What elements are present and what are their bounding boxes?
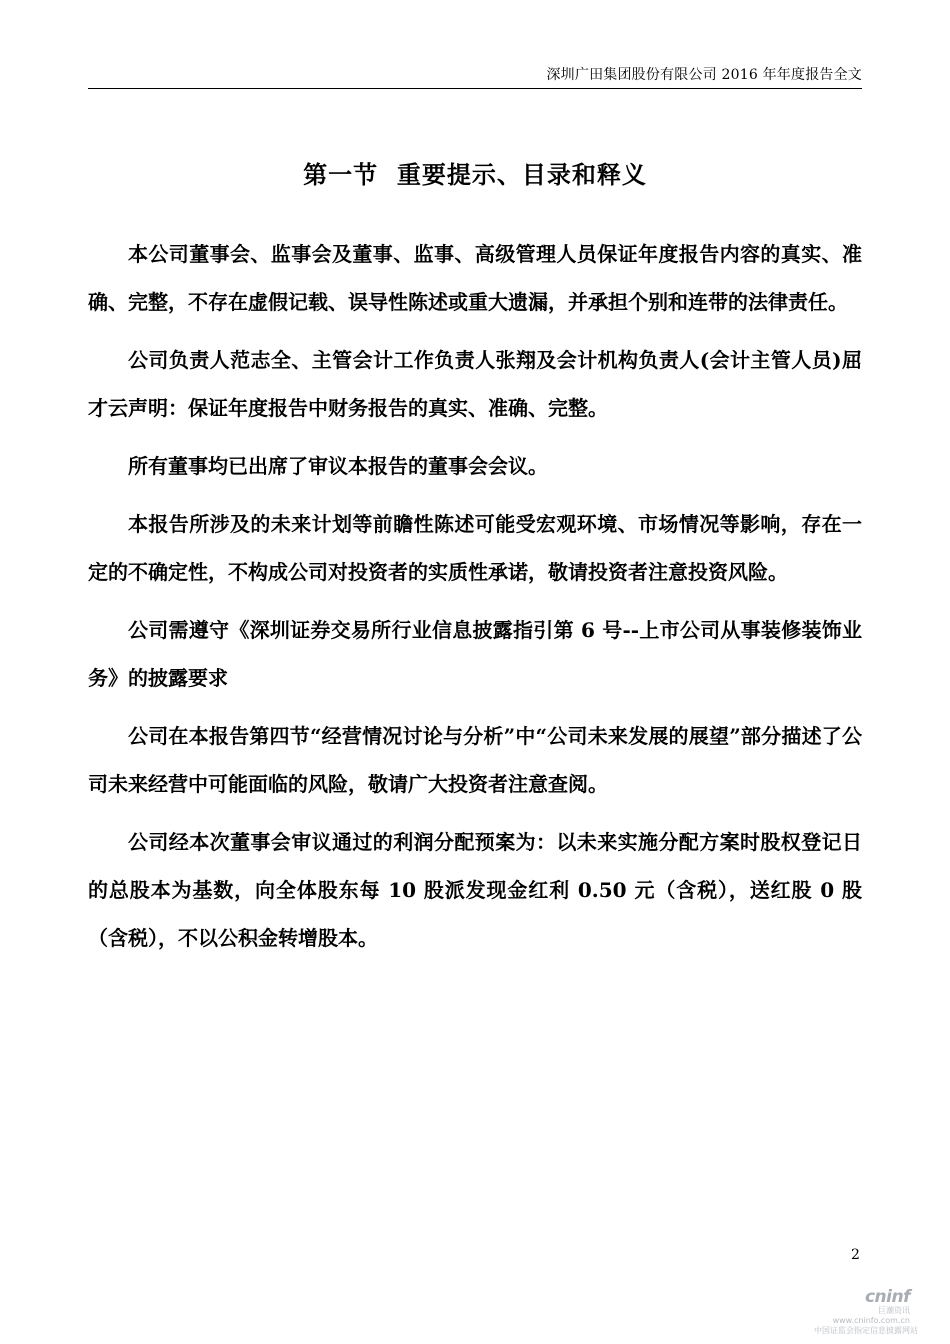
watermark-tagline: 中国证监会指定信息披露网站: [814, 1326, 918, 1335]
running-header: 深圳广田集团股份有限公司 2016 年年度报告全文: [546, 67, 862, 83]
paragraph-directors-attendance: 所有董事均已出席了审议本报告的董事会会议。: [128, 454, 548, 478]
cninfo-watermark: [814, 1287, 918, 1336]
watermark-url: www.cninfo.com.cn: [832, 1316, 910, 1325]
watermark-name: 巨潮资讯: [878, 1306, 910, 1315]
document-body: [88, 230, 862, 972]
paragraph-forward-looking: 本报告所涉及的未来计划等前瞻性陈述可能受宏观环境、市场情况等影响，存在一定的不确定性，不构成公司对投资者的实质性承诺，敬请投资者注意投资风险。: [88, 512, 862, 584]
paragraph-profit-distribution: 公司经本次董事会审议通过的利润分配预案为：以未来实施分配方案时股权登记日的总股本为基数，向全体股东每 10 股派发现金红利 0.50 元（含税），送红股 0 股（含税），不以公积金转增股本。: [88, 830, 862, 950]
section-title: 第一节 重要提示、目录和释义: [303, 160, 647, 189]
paragraph-disclosure-guideline: 公司需遵守《深圳证券交易所行业信息披露指引第 6 号--上市公司从事装修装饰业务》的披露要求: [88, 618, 862, 690]
paragraph-responsible-persons: 公司负责人范志全、主管会计工作负责人张翔及会计机构负责人(会计主管人员)屈才云声明：保证年度报告中财务报告的真实、准确、完整。: [88, 348, 862, 420]
paragraph-board-guarantee: 本公司董事会、监事会及董事、监事、高级管理人员保证年度报告内容的真实、准确、完整，不存在虚假记载、误导性陈述或重大遗漏，并承担个别和连带的法律责任。: [88, 242, 862, 314]
page-number: 2: [851, 1247, 860, 1263]
cninfo-logo: cninf: [864, 1287, 910, 1307]
header-rule: [88, 88, 862, 89]
paragraph-risk-reference: 公司在本报告第四节“经营情况讨论与分析”中“公司未来发展的展望”部分描述了公司未来经营中可能面临的风险，敬请广大投资者注意查阅。: [88, 724, 862, 796]
